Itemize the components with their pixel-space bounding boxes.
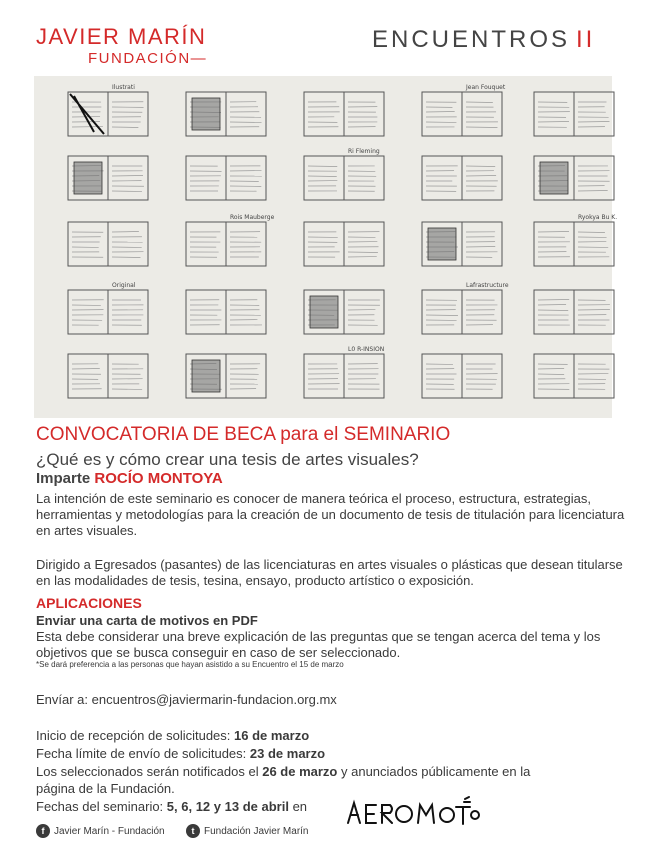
- storyboard-sketch: [34, 76, 618, 418]
- sketch-annotation: Rois Mauberge: [230, 214, 275, 221]
- deadline-line: [36, 746, 325, 761]
- facebook-link[interactable]: [36, 824, 165, 838]
- notify-label-2: y anunciados públicamente en la: [341, 764, 531, 779]
- brand-name: JAVIER MARÍN: [36, 24, 207, 49]
- applications-item: Enviar una carta de motivos en PDF: [36, 613, 258, 628]
- deadline-date: 23 de marzo: [249, 746, 326, 761]
- send-label: Envíar a:: [36, 692, 89, 707]
- seminar-en: en: [292, 799, 308, 814]
- sketch-drawing: [34, 76, 618, 418]
- instructor-name: ROCÍO MONTOYA: [94, 470, 223, 487]
- send-line: [36, 692, 337, 707]
- notify-line: [36, 764, 530, 779]
- twitter-icon: t: [186, 824, 200, 838]
- applications-title: APLICACIONES: [36, 595, 142, 611]
- twitter-link[interactable]: [186, 824, 309, 838]
- preference-note: *Se dará preferencia a las personas que hayan asistido a su Encuentro el 15 de marzo: [36, 660, 344, 669]
- sketch-annotation: Ryokya Bu K.: [578, 214, 618, 221]
- imparte-label: Imparte: [36, 470, 91, 487]
- intro-paragraph: La intención de este seminario es conocer de manera teórica el proceso, estructura, estrategias, herramientas y metodologías para la creación de un documento de tesis de titulación para licenciatura en artes visuales.: [36, 491, 625, 538]
- seminar-dates: 5, 6, 12 y 13 de abril: [166, 799, 289, 814]
- notify-date: 26 de marzo: [262, 764, 338, 779]
- notify-label-1: Los seleccionados serán notificados el: [36, 764, 259, 779]
- seminar-label: Fechas del seminario:: [36, 799, 164, 814]
- twitter-label: Fundación Javier Marín: [204, 825, 309, 837]
- facebook-label: Javier Marín - Fundación: [54, 825, 165, 837]
- sketch-annotation: Ri Fleming: [348, 148, 380, 155]
- facebook-icon: f: [36, 824, 50, 838]
- deadline-label: Fecha límite de envío de solicitudes:: [36, 746, 247, 761]
- sketch-annotation: Lafrastructure: [466, 282, 509, 289]
- start-label: Inicio de recepción de solicitudes:: [36, 728, 231, 743]
- start-line: [36, 728, 309, 743]
- start-date: 16 de marzo: [234, 728, 310, 743]
- sketch-annotation: Ilustrati: [112, 84, 135, 91]
- email-link[interactable]: encuentros@javiermarin-fundacion.org.mx: [91, 692, 337, 707]
- series-number: II: [576, 26, 596, 53]
- sketch-annotation: Original: [112, 282, 136, 289]
- applications-paragraph: Esta debe considerar una breve explicación de las preguntas que se tengan acerca del tema y los objetivos que se busca conseguir en caso de ser seleccionado.: [36, 629, 601, 660]
- series-title-text: ENCUENTROS: [372, 26, 571, 53]
- notify-line-2: página de la Fundación.: [36, 781, 175, 796]
- seminar-line: [36, 799, 307, 814]
- series-title: [372, 26, 595, 54]
- audience-paragraph: Dirigido a Egresados (pasantes) de las licenciaturas en artes visuales o plásticas que desean titularse en las modalidades de tesis, tesina, ensayo, producto artístico o exposición.: [36, 557, 623, 588]
- sketch-annotation: Jean Fouquet: [466, 84, 506, 91]
- aeromoto-logo: [346, 797, 480, 827]
- instructor-line: [36, 470, 223, 487]
- seminar-title: ¿Qué es y cómo crear una tesis de artes visuales?: [36, 450, 419, 469]
- sketch-annotation: L0 R-INSION: [348, 346, 385, 353]
- brand-subtitle: FUNDACIÓN—: [88, 50, 208, 67]
- main-heading: CONVOCATORIA DE BECA para el SEMINARIO: [36, 424, 451, 445]
